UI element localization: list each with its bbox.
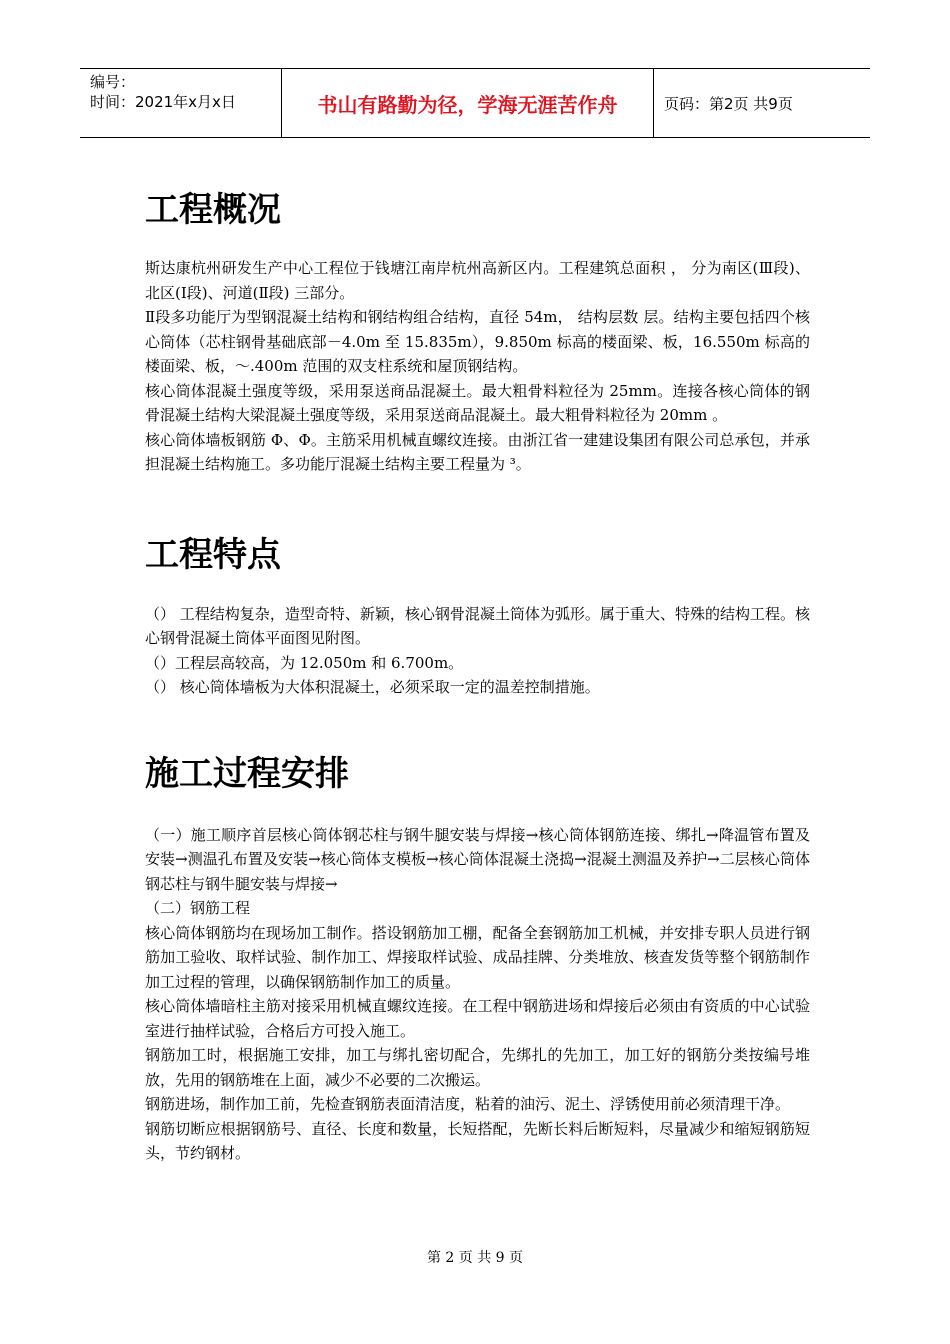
header-info-cell xyxy=(80,69,282,137)
page-footer: 第 2 页 共 9 页 xyxy=(426,1250,524,1266)
paragraph: （一）施工顺序首层核心筒体钢芯柱与钢牛腿安装与焊接→核心筒体钢筋连接、绑扎→降温管布置及安装→测温孔布置及安装→核心筒体支模板→核心筒体混凝土浇捣→混凝土测温及养护→二层核心筒体钢芯柱与钢牛腿安装与焊接→ xyxy=(145,825,810,893)
section-project-overview xyxy=(145,180,810,477)
paragraph: （） 工程结构复杂，造型奇特、新颖，核心钢骨混凝土筒体为弧形。属于重大、特殊的结构工程。核心钢骨混凝土筒体平面图见附图。 xyxy=(145,604,810,647)
section-title: 工程概况 xyxy=(145,190,281,230)
paragraph: 核心筒体墙暗柱主筋对接采用机械直螺纹连接。在工程中钢筋进场和焊接后必须由有资质的中心试验室进行抽样试验，合格后方可投入施工。 xyxy=(145,997,810,1040)
paragraph: 核心筒体混凝土强度等级，采用泵送商品混凝土。最大粗骨料粒径为 25mm。连接各核心筒体的钢骨混凝土结构大梁混凝土强度等级，采用泵送商品混凝土。最大粗骨料粒径为 20mm 。 xyxy=(145,381,810,424)
paragraph: （） 核心筒体墙板为大体积混凝土，必须采取一定的温差控制措施。 xyxy=(145,678,600,696)
document-number-label: 编号： xyxy=(90,73,136,91)
paragraph: Ⅱ段多功能厅为型钢混凝土结构和钢结构组合结构，直径 54m， 结构层数 层。结构主要包括四个核心筒体（芯柱钢骨基础底部－4.0m 至 15.835m），9.850m 标高的楼面梁、板，16.550m 标高的楼面梁、板，～.400m 范围的双支柱系统和屋顶钢结构。 xyxy=(145,308,810,375)
paragraph: 核心筒体钢筋均在现场加工制作。搭设钢筋加工棚，配备全套钢筋加工机械，并安排专职人员进行钢筋加工验收、取样试验、制作加工、焊接取样试验、成品挂牌、分类堆放、核查发货等整个钢筋制作加工过程的管理，以确保钢筋制作加工的质量。 xyxy=(145,923,810,991)
paragraph: 斯达康杭州研发生产中心工程位于钱塘江南岸杭州高新区内。工程建筑总面积 ， 分为南区(Ⅲ段)、北区(Ⅰ段)、河道(Ⅱ段) 三部分。 xyxy=(145,259,810,302)
paragraph: 钢筋加工时，根据施工安排，加工与绑扎密切配合，先绑扎的先加工，加工好的钢筋分类按编号堆放，先用的钢筋堆在上面，减少不必要的二次搬运。 xyxy=(145,1046,810,1089)
paragraph: 核心筒体墙板钢筋 Φ、Φ。主筋采用机械直螺纹连接。由浙江省一建建设集团有限公司总承包，并承担混凝土结构施工。多功能厅混凝土结构主要工程量为 ³。 xyxy=(145,430,810,473)
header-motto: 书山有路勤为径，学海无涯苦作舟 xyxy=(282,69,654,137)
section-title: 施工过程安排 xyxy=(145,753,349,794)
paragraph: （）工程层高较高，为 12.050m 和 6.700m。 xyxy=(145,653,464,672)
section-project-features xyxy=(145,525,810,700)
header-page-number: 页码：第2页 共9页 xyxy=(664,94,793,113)
document-body xyxy=(145,180,810,1166)
paragraph: 钢筋进场，制作加工前，先检查钢筋表面清洁度，粘着的油污、泥土、浮锈使用前必须清理干净。 xyxy=(145,1095,791,1113)
paragraph: （二）钢筋工程 xyxy=(145,899,251,917)
section-title: 工程特点 xyxy=(145,534,281,575)
paragraph: 钢筋切断应根据钢筋号、直径、长度和数量，长短搭配，先断长料后断短料，尽量减少和缩短钢筋短头，节约钢材。 xyxy=(145,1119,810,1162)
document-time-label: 时间：2021年x月x日 xyxy=(90,93,236,111)
section-construction-arrangement xyxy=(145,744,810,1166)
page-header xyxy=(80,68,870,138)
